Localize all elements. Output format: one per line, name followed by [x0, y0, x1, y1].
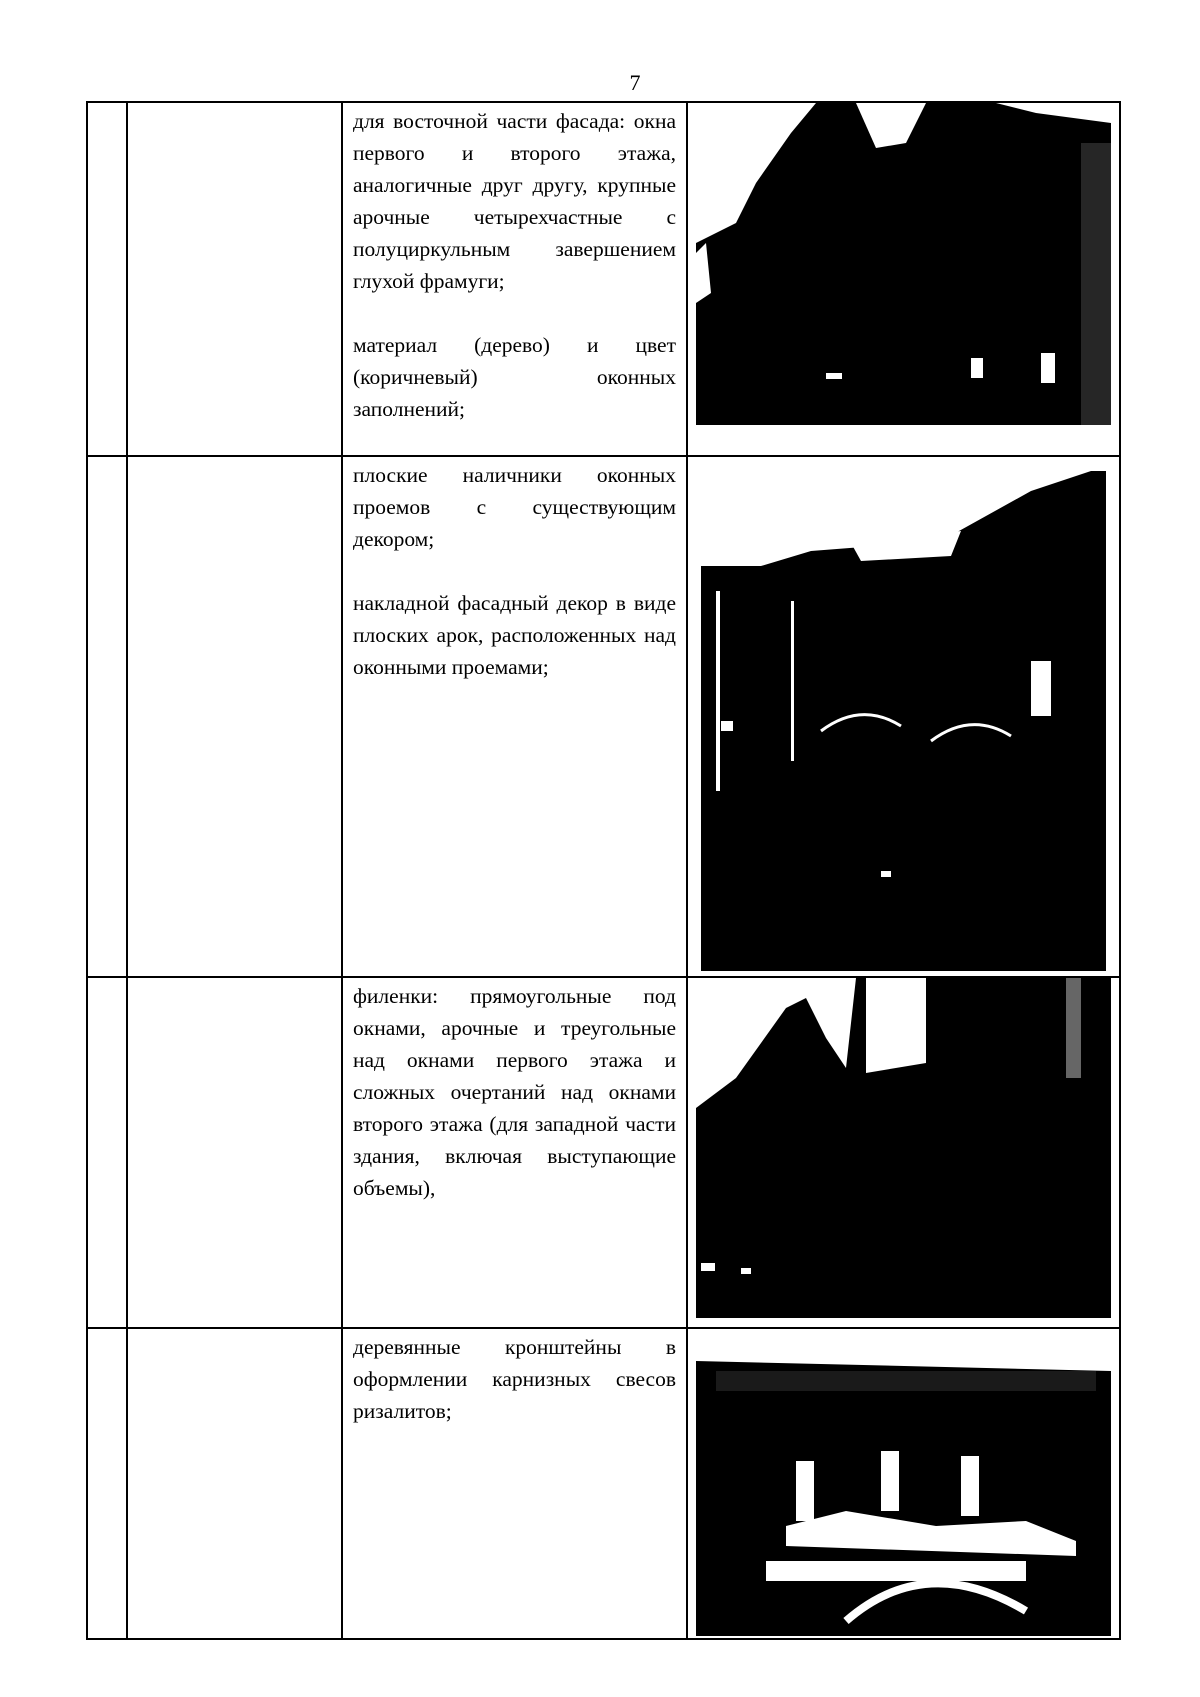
- description-cell: [342, 1328, 687, 1639]
- description-paragraph: филенки: прямоугольные под окнами, арочные и треугольные над окнами первого этажа и сложных очертаний над окнами второго этажа (для западной части здания, включая выступающие объемы),: [353, 984, 676, 1200]
- object-cell: [127, 456, 342, 977]
- table-row: [87, 456, 1120, 977]
- number-cell: [87, 977, 127, 1328]
- facade-photo: [701, 471, 1106, 971]
- object-cell: [127, 1328, 342, 1639]
- description-cell: [342, 456, 687, 977]
- description-paragraph: для восточной части фасада: окна первого и второго этажа, аналогичные друг другу, крупные арочные четырехчастные с полуциркульным завершением глухой фрамуги;: [353, 109, 676, 293]
- description-cell: [342, 102, 687, 456]
- table-row: [87, 102, 1120, 456]
- page-number: 7: [629, 70, 641, 95]
- description-paragraph: деревянные кронштейны в оформлении карнизных свесов ризалитов;: [353, 1335, 676, 1423]
- number-cell: [87, 102, 127, 456]
- photo-cell: [687, 102, 1120, 456]
- description-paragraph: плоские наличники оконных проемов с существующим декором;: [353, 463, 676, 551]
- table-row: [87, 1328, 1120, 1639]
- description-cell: [342, 977, 687, 1328]
- description-paragraph: материал (дерево) и цвет (коричневый) оконных заполнений;: [353, 333, 676, 421]
- object-cell: [127, 977, 342, 1328]
- facade-photo: [696, 978, 1111, 1318]
- photo-cell: [687, 977, 1120, 1328]
- object-cell: [127, 102, 342, 456]
- number-cell: [87, 456, 127, 977]
- facade-photo: [696, 103, 1111, 425]
- photo-cell: [687, 1328, 1120, 1639]
- number-cell: [87, 1328, 127, 1639]
- protection-subject-table: [86, 101, 1121, 1640]
- facade-photo: [696, 1331, 1111, 1636]
- description-paragraph: накладной фасадный декор в виде плоских арок, расположенных над оконными проемами;: [353, 591, 676, 679]
- photo-cell: [687, 456, 1120, 977]
- table-row: [87, 977, 1120, 1328]
